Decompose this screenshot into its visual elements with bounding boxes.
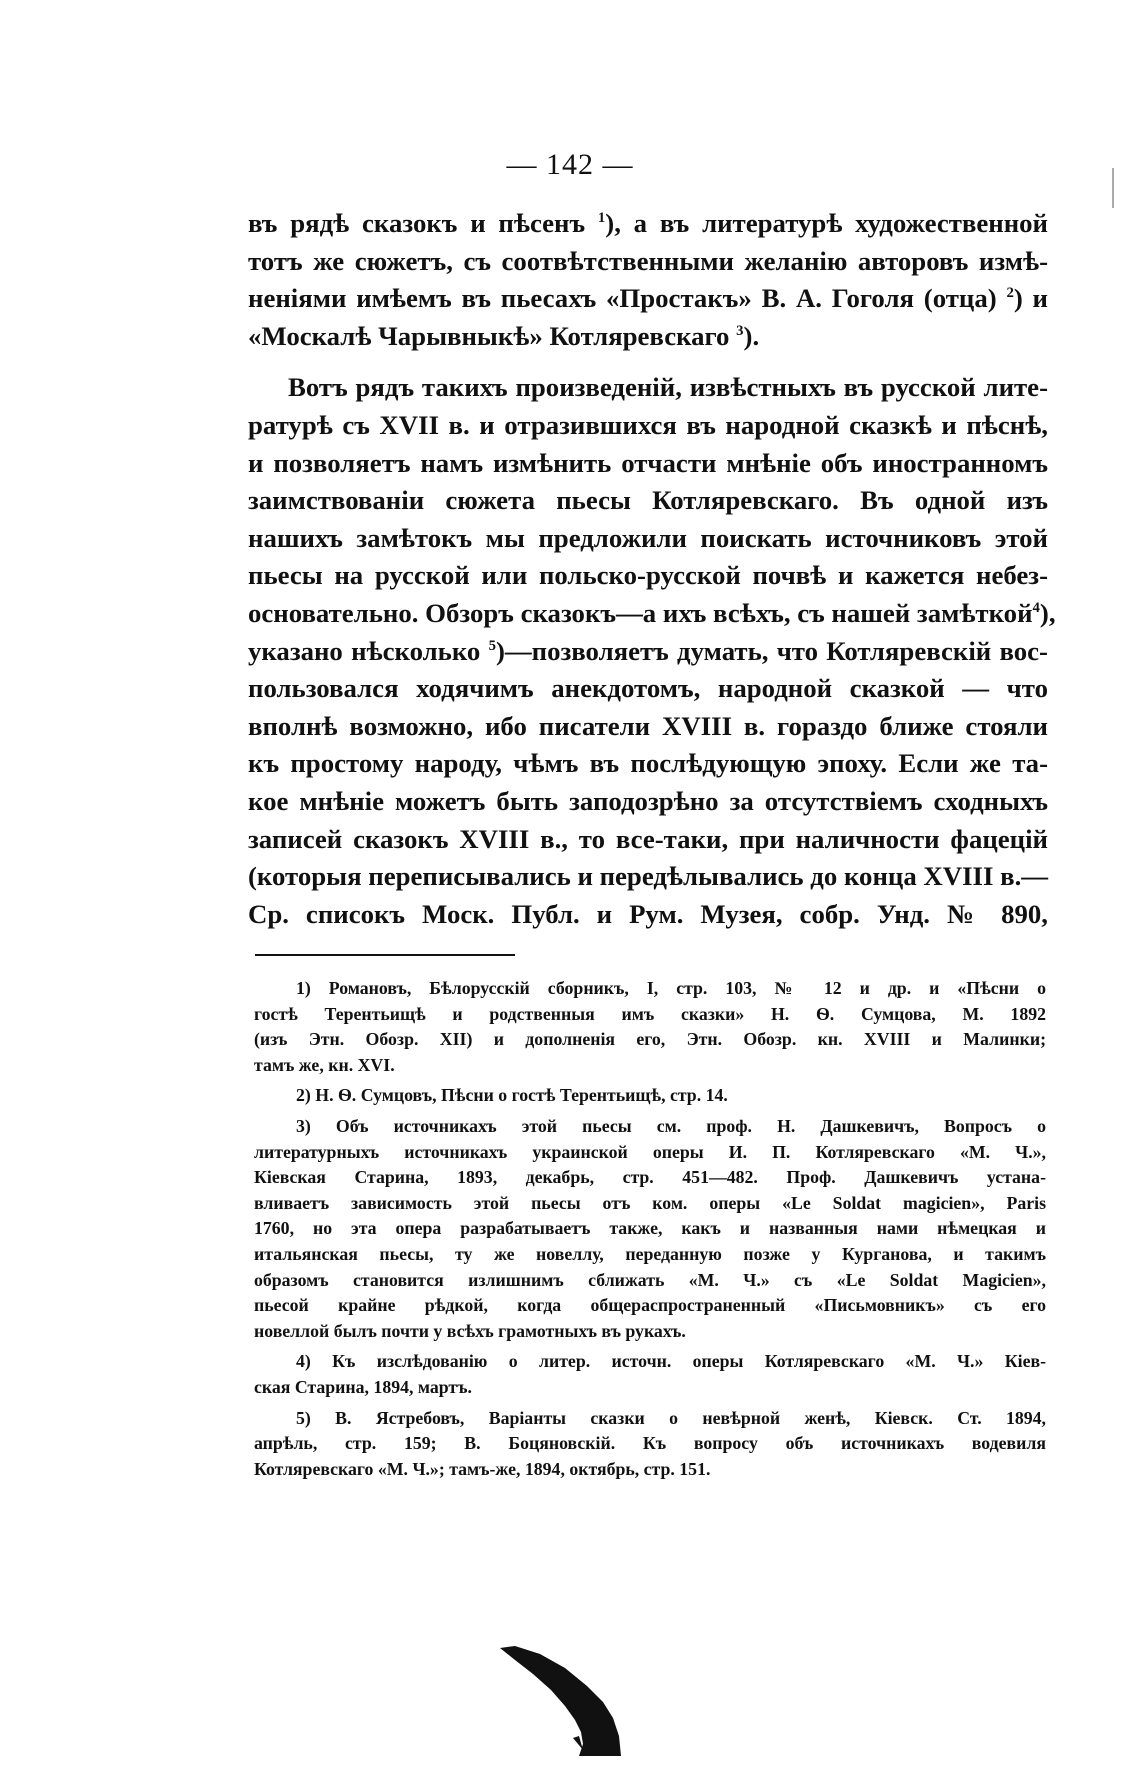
text-line: вполнѣ возможно, ибо писатели XVIII в. гораздо ближе стояли xyxy=(248,710,1048,741)
text-line: нашихъ замѣтокъ мы предложили поискать источниковъ этой xyxy=(248,522,1048,553)
text-line: ратурѣ съ XVII в. и отразившихся въ народной сказкѣ и пѣснѣ, xyxy=(248,409,1048,440)
page-number: — 142 — xyxy=(506,148,634,181)
footnote-4: 4) Къ изслѣдованію о литер. источн. оперы Котляревскаго «М. Ч.» Кіев- ская Старина, 1894, мартъ. xyxy=(254,1351,1046,1397)
footnote-3: 3) Объ источникахъ этой пьесы см. проф. Н. Дашкевичъ, Вопросъ о литературныхъ источникахъ украинской оперы И. П. Котляревскаго «М. Ч.», Кіевская Старина, 1893, декабрь, стр. 451—482. Проф. Дашкевичъ устана- вливаетъ зависимость этой пьесы отъ ком. оперы «Le Soldat magicien», Paris 1760, но эта опера разрабатываетъ также, какъ и названныя нами нѣмецкая и итальянская пьесы, ту же новеллу, переданную позже у Курганова, и такимъ образомъ становится излишнимъ сближать «М. Ч.» съ «Le Soldat Magicien», пьесой крайне рѣдкой, когда общераспространенный «Письмовникъ» съ его новеллой былъ почти у всѣхъ грамотныхъ въ рукахъ. xyxy=(254,1115,1046,1341)
text-line: «Москалѣ Чарывныкѣ» Котляревскаго $^3$). xyxy=(248,320,760,351)
text-line: записей сказокъ XVIII в., то все-таки, при наличности фацецій xyxy=(248,823,1048,854)
text-line: къ простому народу, чѣмъ въ послѣдующую эпоху. Если же та- xyxy=(248,748,1048,779)
main-text xyxy=(248,205,1056,933)
footnote-5: 5) В. Ястребовъ, Варіанты сказки о невѣрной женѣ, Кіевск. Ст. 1894, апрѣль, стр. 159; В. Боцяновскій. Къ вопросу объ источникахъ водевиля Котляревскаго «М. Ч.»; тамъ-же, 1894, октябрь, стр. 151. xyxy=(254,1407,1046,1479)
text-line: (которыя переписывались и передѣлывались до конца XVIII в.— xyxy=(248,861,1049,892)
text-line: Вотъ рядъ такихъ произведеній, извѣстныхъ въ русской лите- xyxy=(288,372,1048,403)
footnote-ref[interactable]: 3 xyxy=(736,322,744,339)
footnote-2: 2) Н. Ѳ. Сумцовъ, Пѣсни о гостѣ Терентьищѣ, стр. 14. xyxy=(296,1085,728,1106)
footnotes xyxy=(254,976,1046,1487)
text-line: кое мнѣніе можетъ быть заподозрѣно за отсутствіемъ сходныхъ xyxy=(248,785,1048,816)
footnote-ref[interactable]: 2 xyxy=(1006,285,1014,302)
text-line: основательно. Обзоръ сказокъ—а ихъ всѣхъ, съ нашей замѣткой$^4$), xyxy=(248,597,1056,628)
footnote-1: 1) Романовъ, Бѣлорусскій сборникъ, I, стр. 103, № 12 и др. и «Пѣсни о гостѣ Терентьищѣ и родственныя имъ сказки» Н. Ѳ. Сумцова, М. 1892 (изъ Этн. Обозр. XII) и дополненія его, Этн. Обозр. кн. XVIII и Малинки; тамъ же, кн. XVI. xyxy=(254,978,1046,1075)
text-line: заимствованіи сюжета пьесы Котляревскаго. Въ одной изъ xyxy=(248,485,1048,516)
text-line: Ср. списокъ Моск. Публ. и Рум. Музея, собр. Унд. № 890, xyxy=(248,898,1048,929)
footnote-divider xyxy=(255,954,515,956)
text-line: и позволяетъ намъ измѣнить отчасти мнѣніе объ иностранномъ xyxy=(248,447,1048,478)
text-line: пьесы на русской или польско-русской почвѣ и кажется небез- xyxy=(248,560,1048,591)
text-line: въ рядѣ сказокъ и пѣсенъ $^1$), а въ литературѣ художественной xyxy=(248,208,1048,238)
paragraph-1 xyxy=(248,205,1048,355)
text-line: указано нѣсколько $^5$)—позволяетъ думать, что Котляревскій вос- xyxy=(248,635,1048,666)
text-line: пользовался ходячимъ анекдотомъ, народной сказкой — что xyxy=(248,673,1048,704)
tailpiece-ornament-icon xyxy=(495,1640,655,1760)
paragraph-gap xyxy=(248,355,1048,369)
paragraph-2 xyxy=(248,369,1056,933)
footnote-ref[interactable]: 1 xyxy=(597,210,606,227)
footnote-ref[interactable]: 4 xyxy=(1032,600,1040,617)
text-line: тотъ же сюжетъ, съ соотвѣтственными желанію авторовъ измѣ- xyxy=(248,245,1048,276)
footnote-ref[interactable]: 5 xyxy=(488,637,496,654)
text-line: неніями имѣемъ въ пьесахъ «Простакъ» В. А. Гоголя (отца) $^2$) и xyxy=(248,283,1048,314)
